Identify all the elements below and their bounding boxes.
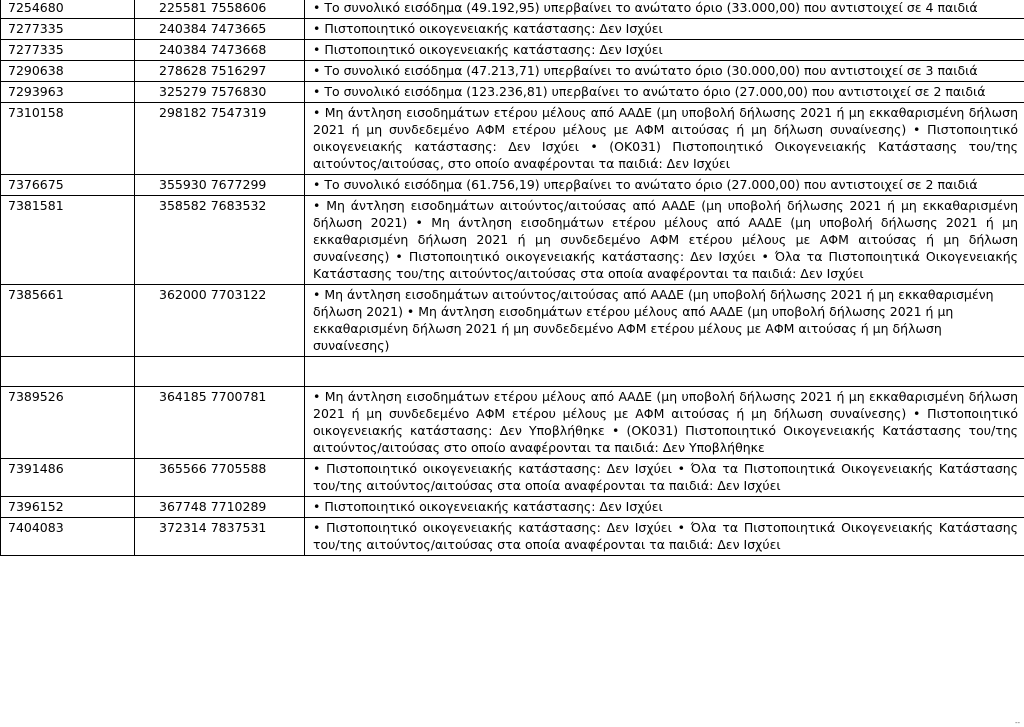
rejection-reasons: • Πιστοποιητικό οικογενειακής κατάστασης: Δεν Ισχύει xyxy=(305,40,1024,61)
table-row xyxy=(1,459,1024,497)
application-code: 325279 7576830 xyxy=(135,82,305,103)
application-code: 358582 7683532 xyxy=(135,196,305,285)
application-id: 7293963 xyxy=(1,82,135,103)
rejection-reasons: • Πιστοποιητικό οικογενειακής κατάστασης: Δεν Ισχύει • Όλα τα Πιστοποιητικά Οικογενειακής Κατάστασης του/της αιτούντος/αιτούσας στα οποία αναφέρονται τα παιδιά: Δεν Ισχύει xyxy=(305,518,1024,556)
rejection-reasons: • Μη άντληση εισοδημάτων αιτούντος/αιτούσας από ΑΑΔΕ (μη υποβολή δήλωσης 2021 ή μη εκκαθαρισμένη δήλωση 2021) • Μη άντληση εισοδημάτων ετέρου μέλους από ΑΑΔΕ (μη υποβολή δήλωσης 2021 ή μη εκκαθαρισμένη δήλωση 2021 ή μη συνδεδεμένο ΑΦΜ ετέρου μέλους με ΑΦΜ αιτούσας ή μη δήλωση συναίνεσης) xyxy=(305,285,1024,357)
application-id: 7310158 xyxy=(1,103,135,175)
application-id: 7290638 xyxy=(1,61,135,82)
application-code: 355930 7677299 xyxy=(135,175,305,196)
rejection-reasons: • Μη άντληση εισοδημάτων ετέρου μέλους από ΑΑΔΕ (μη υποβολή δήλωσης 2021 ή μη εκκαθαρισμένη δήλωση 2021 ή μη συνδεδεμένο ΑΦΜ ετέρου μέλους με ΑΦΜ αιτούσας ή μη δήλωση συναίνεσης) • Πιστοποιητικό οικογενειακής κατάστασης: Δεν Υποβλήθηκε • (ΟΚ031) Πιστοποιητικό Οικογενειακής Κατάστασης του/της αιτούντος/αιτούσας στο οποίο αναφέρονται τα παιδιά: Δεν Υποβλήθηκε xyxy=(305,387,1024,459)
application-id: 7277335 xyxy=(1,19,135,40)
application-id: 7381581 xyxy=(1,196,135,285)
application-code: 240384 7473668 xyxy=(135,40,305,61)
rejection-reasons: • Μη άντληση εισοδημάτων ετέρου μέλους από ΑΑΔΕ (μη υποβολή δήλωσης 2021 ή μη εκκαθαρισμένη δήλωση 2021 ή μη συνδεδεμένο ΑΦΜ ετέρου μέλους με ΑΦΜ αιτούσας ή μη δήλωση συναίνεσης) • Πιστοποιητικό οικογενειακής κατάστασης: Δεν Ισχύει • (ΟΚ031) Πιστοποιητικό Οικογενειακής Κατάστασης του/της αιτούντος/αιτούσας, στο οποίο αναφέρονται τα παιδιά: Δεν Ισχύει xyxy=(305,103,1024,175)
application-code xyxy=(135,357,305,387)
application-code: 298182 7547319 xyxy=(135,103,305,175)
application-id: 7254680 xyxy=(1,0,135,19)
application-code: 365566 7705588 xyxy=(135,459,305,497)
application-id: 7391486 xyxy=(1,459,135,497)
table-row xyxy=(1,0,1024,19)
table-row xyxy=(1,387,1024,459)
table-row xyxy=(1,103,1024,175)
rejection-reasons: • Το συνολικό εισόδημα (47.213,71) υπερβαίνει το ανώτατο όριο (30.000,00) που αντιστοιχεί σε 3 παιδιά xyxy=(305,61,1024,82)
application-id: 7396152 xyxy=(1,497,135,518)
application-code: 364185 7700781 xyxy=(135,387,305,459)
rejection-reasons xyxy=(305,357,1024,387)
application-id: 7376675 xyxy=(1,175,135,196)
table-row xyxy=(1,82,1024,103)
table-row xyxy=(1,40,1024,61)
application-id: 7277335 xyxy=(1,40,135,61)
application-code: 278628 7516297 xyxy=(135,61,305,82)
table-row xyxy=(1,285,1024,357)
application-code: 362000 7703122 xyxy=(135,285,305,357)
rejection-reasons: • Πιστοποιητικό οικογενειακής κατάστασης: Δεν Ισχύει xyxy=(305,497,1024,518)
application-id: 7404083 xyxy=(1,518,135,556)
application-code: 225581 7558606 xyxy=(135,0,305,19)
table-row xyxy=(1,518,1024,556)
rejection-reasons: • Μη άντληση εισοδημάτων αιτούντος/αιτούσας από ΑΑΔΕ (μη υποβολή δήλωσης 2021 ή μη εκκαθαρισμένη δήλωση 2021) • Μη άντληση εισοδημάτων ετέρου μέλους από ΑΑΔΕ (μη υποβολή δήλωσης 2021 ή μη εκκαθαρισμένη δήλωση 2021 ή μη συνδεδεμένο ΑΦΜ ετέρου μέλους με ΑΦΜ αιτούσας ή μη δήλωση συναίνεσης) • Πιστοποιητικό οικογενειακής κατάστασης: Δεν Ισχύει • Όλα τα Πιστοποιητικά Οικογενειακής Κατάστασης του/της αιτούντος/αιτούσας στα οποία αναφέρονται τα παιδιά: Δεν Ισχύει xyxy=(305,196,1024,285)
application-id xyxy=(1,357,135,387)
rejection-reasons: • Πιστοποιητικό οικογενειακής κατάστασης: Δεν Ισχύει • Όλα τα Πιστοποιητικά Οικογενειακής Κατάστασης του/της αιτούντος/αιτούσας στα οποία αναφέρονται τα παιδιά: Δεν Ισχύει xyxy=(305,459,1024,497)
table-row xyxy=(1,175,1024,196)
application-id: 7385661 xyxy=(1,285,135,357)
table-row xyxy=(1,497,1024,518)
rejection-reasons: • Πιστοποιητικό οικογενειακής κατάστασης: Δεν Ισχύει xyxy=(305,19,1024,40)
page-marker: -- xyxy=(1014,719,1020,727)
table-row xyxy=(1,61,1024,82)
rejection-reasons: • Το συνολικό εισόδημα (123.236,81) υπερβαίνει το ανώτατο όριο (27.000,00) που αντιστοιχεί σε 2 παιδιά xyxy=(305,82,1024,103)
application-code: 240384 7473665 xyxy=(135,19,305,40)
application-code: 372314 7837531 xyxy=(135,518,305,556)
table-row xyxy=(1,196,1024,285)
application-id: 7389526 xyxy=(1,387,135,459)
table-row xyxy=(1,19,1024,40)
table-row-empty xyxy=(1,357,1024,387)
application-code: 367748 7710289 xyxy=(135,497,305,518)
rejection-reasons: • Το συνολικό εισόδημα (49.192,95) υπερβαίνει το ανώτατο όριο (33.000,00) που αντιστοιχεί σε 4 παιδιά xyxy=(305,0,1024,19)
rejection-reasons: • Το συνολικό εισόδημα (61.756,19) υπερβαίνει το ανώτατο όριο (27.000,00) που αντιστοιχεί σε 2 παιδιά xyxy=(305,175,1024,196)
